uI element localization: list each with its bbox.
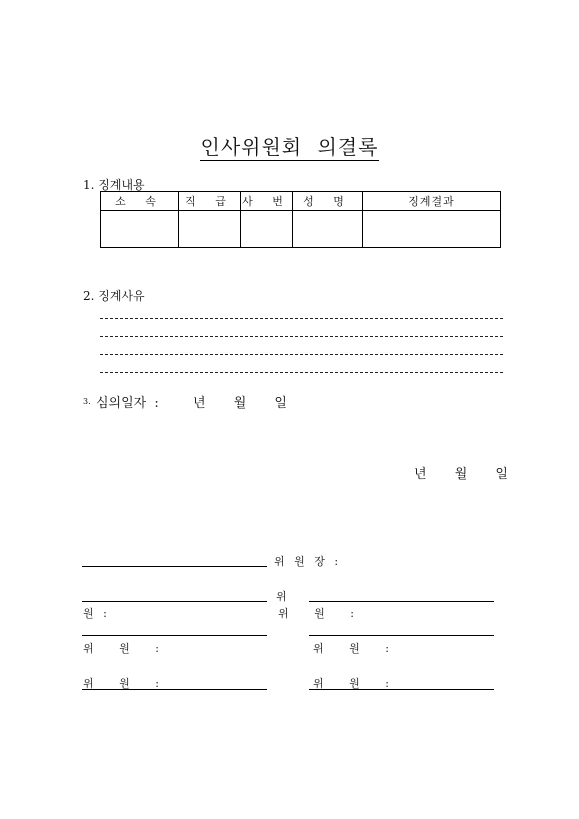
section-discipline-content-label: 1. 징계내용 [83,178,145,192]
member-label-3: 위 원 : [83,642,159,655]
header-name: 성 명 [293,192,363,211]
member-label-wi: 위 [276,590,287,603]
member-signature-line-6[interactable] [309,689,494,690]
table-row [101,211,501,248]
member-signature-line-3[interactable] [82,635,267,636]
header-affiliation: 소 속 [101,192,179,211]
member-label-5: 위 원 : [83,677,159,690]
cell-name[interactable] [293,211,363,248]
review-date-label: 심의일자 : [96,396,159,411]
header-rank: 직 급 [179,192,241,211]
chair-label: 위 원 장 : [274,555,339,568]
member-signature-line-1[interactable] [82,601,267,602]
header-employee-number: 사 번 [241,192,293,211]
table-header-row [101,192,501,211]
cell-employee-number[interactable] [241,211,293,248]
reason-line-4[interactable] [100,372,503,373]
member-signature-line-4[interactable] [309,635,494,636]
member-label-mid: 위 원 : [278,607,354,620]
review-date-value[interactable]: 년 월 일 [193,396,287,411]
member-label-4: 위 원 : [313,642,389,655]
reason-line-1[interactable] [100,318,503,319]
header-discipline-result: 징계결과 [363,192,501,211]
signature-date[interactable]: 년 월 일 [414,467,508,482]
cell-affiliation[interactable] [101,211,179,248]
member-signature-line-2[interactable] [309,601,494,602]
discipline-table [100,191,501,248]
cell-rank[interactable] [179,211,241,248]
member-signature-line-5[interactable] [82,689,267,690]
reason-line-3[interactable] [100,354,503,355]
chair-signature-line[interactable] [82,566,267,567]
member-label-6: 위 원 : [313,677,389,690]
cell-discipline-result[interactable] [363,211,501,248]
reason-line-2[interactable] [100,336,503,337]
section-discipline-reason-label: 2. 징계사유 [83,289,145,303]
member-label-won: 원 : [83,607,107,620]
page-title: 인사위원회 의결록 [200,135,379,159]
section-3-number: 3. [83,397,91,406]
